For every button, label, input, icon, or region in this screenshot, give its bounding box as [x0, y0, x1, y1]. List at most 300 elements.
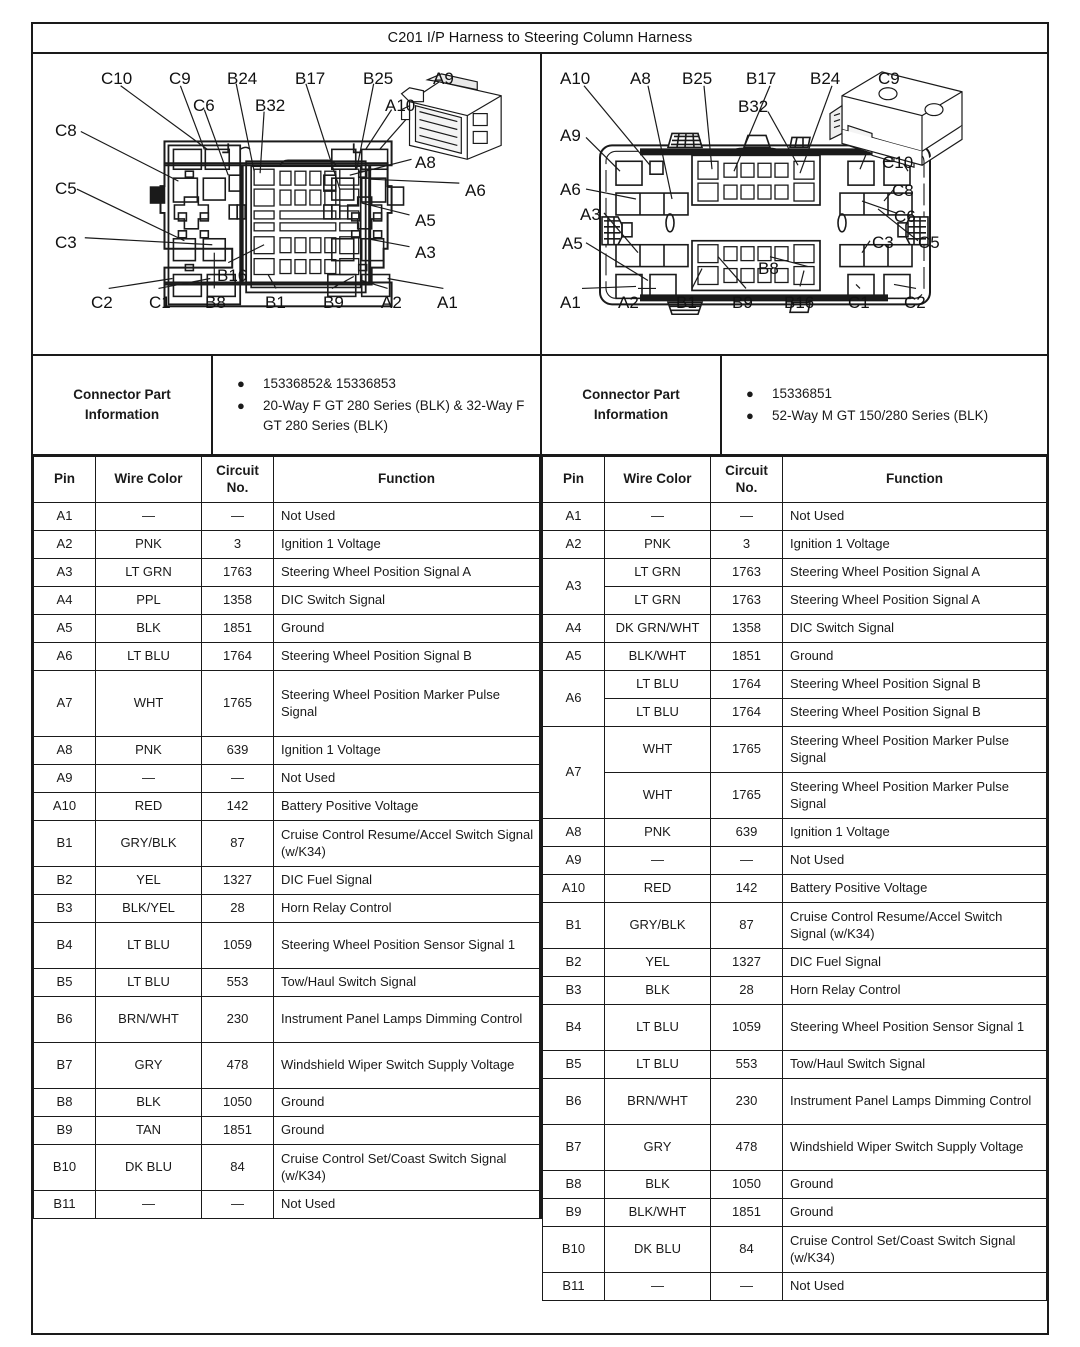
cell-function: Steering Wheel Position Marker Pulse Signal [783, 773, 1047, 819]
pin-callout-b16: B16 [784, 293, 815, 312]
cell-wire-color: RED [96, 793, 202, 821]
cell-function: Not Used [274, 1191, 540, 1219]
cell-circuit-no: 1059 [202, 923, 274, 969]
cell-function: Battery Positive Voltage [274, 793, 540, 821]
cell-circuit-no: 1765 [711, 773, 783, 819]
cell-circuit-no: 1358 [202, 587, 274, 615]
cell-function: Steering Wheel Position Signal A [783, 559, 1047, 587]
cell-pin: B4 [34, 923, 96, 969]
pin-callout-b9: B9 [732, 293, 753, 312]
table-row [34, 531, 540, 559]
cell-circuit-no: 1765 [202, 671, 274, 737]
cell-pin: B8 [543, 1171, 605, 1199]
cell-circuit-no: 639 [202, 737, 274, 765]
table-row [34, 615, 540, 643]
table-row [543, 875, 1047, 903]
pin-callout-c9: C9 [878, 69, 900, 88]
pin-callout-b1: B1 [676, 293, 697, 312]
cell-wire-color: DK BLU [605, 1227, 711, 1273]
cell-wire-color: PNK [96, 531, 202, 559]
pin-table-left [33, 456, 540, 1219]
cell-pin: B10 [34, 1145, 96, 1191]
cell-function: Steering Wheel Position Signal B [274, 643, 540, 671]
cell-wire-color: PNK [605, 531, 711, 559]
cell-function: Steering Wheel Position Marker Pulse Signal [274, 671, 540, 737]
pin-callout-b9: B9 [323, 293, 344, 312]
cell-function: DIC Fuel Signal [783, 949, 1047, 977]
cell-function: Ground [783, 643, 1047, 671]
cell-function: Instrument Panel Lamps Dimming Control [274, 997, 540, 1043]
cpi-right-bullet-1: ● 15336851 [738, 384, 1039, 404]
cell-function: Cruise Control Resume/Accel Switch Signal (w/K34) [783, 903, 1047, 949]
cell-circuit-no: 1764 [711, 699, 783, 727]
cell-circuit-no: 230 [711, 1079, 783, 1125]
col-header-wire-color: Wire Color [96, 457, 202, 503]
connector-part-information-row [33, 356, 1047, 456]
pin-callout-a9: A9 [560, 126, 581, 145]
pin-table-right [542, 456, 1047, 1301]
cell-wire-color: PNK [605, 819, 711, 847]
cell-circuit-no: — [711, 847, 783, 875]
cell-function: Horn Relay Control [783, 977, 1047, 1005]
cell-pin: B7 [34, 1043, 96, 1089]
cell-pin: A1 [34, 503, 96, 531]
cell-circuit-no: 478 [711, 1125, 783, 1171]
cell-wire-color: BLK [605, 977, 711, 1005]
cell-pin: A3 [543, 559, 605, 615]
cell-pin: B9 [543, 1199, 605, 1227]
cell-circuit-no: 1763 [711, 559, 783, 587]
cell-function: Steering Wheel Position Sensor Signal 1 [783, 1005, 1047, 1051]
bullet-icon: ● [746, 408, 754, 423]
cell-function: DIC Fuel Signal [274, 867, 540, 895]
table-row [34, 821, 540, 867]
table-row [543, 1125, 1047, 1171]
cell-wire-color: — [96, 1191, 202, 1219]
cell-pin: B10 [543, 1227, 605, 1273]
pin-callout-a1: A1 [560, 293, 581, 312]
cell-function: Not Used [783, 503, 1047, 531]
cpi-left-list [213, 356, 540, 454]
cell-function: Horn Relay Control [274, 895, 540, 923]
cell-pin: B8 [34, 1089, 96, 1117]
pin-callout-a8: A8 [630, 69, 651, 88]
cell-wire-color: GRY [605, 1125, 711, 1171]
cell-function: Cruise Control Set/Coast Switch Signal (w/K34) [274, 1145, 540, 1191]
table-row [34, 969, 540, 997]
cell-function: Ignition 1 Voltage [274, 531, 540, 559]
table-row [34, 923, 540, 969]
table-row [543, 615, 1047, 643]
cell-function: Steering Wheel Position Sensor Signal 1 [274, 923, 540, 969]
cell-circuit-no: 28 [711, 977, 783, 1005]
cell-wire-color: BLK/YEL [96, 895, 202, 923]
pin-callout-c9: C9 [169, 69, 191, 88]
table-row [543, 819, 1047, 847]
cell-pin: A10 [543, 875, 605, 903]
pin-callout-a6: A6 [465, 181, 486, 200]
table-row [543, 587, 1047, 615]
cell-function: Ground [274, 1089, 540, 1117]
bullet-icon: ● [237, 375, 245, 391]
cell-wire-color: TAN [96, 1117, 202, 1145]
cell-pin: B6 [543, 1079, 605, 1125]
cell-function: Ground [783, 1199, 1047, 1227]
table-row [543, 643, 1047, 671]
table-row [34, 737, 540, 765]
cell-function: Steering Wheel Position Signal A [783, 587, 1047, 615]
pin-callout-a3: A3 [415, 243, 436, 262]
cell-wire-color: — [96, 503, 202, 531]
cell-circuit-no: 1763 [711, 587, 783, 615]
cell-function: Not Used [274, 765, 540, 793]
cell-wire-color: LT BLU [96, 643, 202, 671]
col-header-circuit-no: Circuit No. [711, 457, 783, 503]
table-row [543, 559, 1047, 587]
cell-pin: A5 [34, 615, 96, 643]
col-header-circuit-no: Circuit No. [202, 457, 274, 503]
pin-callout-c8: C8 [55, 121, 77, 140]
cell-circuit-no: 1765 [711, 727, 783, 773]
table-row [34, 587, 540, 615]
table-row [34, 765, 540, 793]
cell-circuit-no: 1050 [202, 1089, 274, 1117]
table-row [543, 1199, 1047, 1227]
pin-callout-b24: B24 [227, 69, 258, 88]
cell-wire-color: — [605, 503, 711, 531]
cell-circuit-no: 142 [202, 793, 274, 821]
pin-callout-b25: B25 [363, 69, 394, 88]
cell-wire-color: LT GRN [605, 587, 711, 615]
cell-pin: A5 [543, 643, 605, 671]
cell-wire-color: LT BLU [96, 969, 202, 997]
cell-function: Ignition 1 Voltage [274, 737, 540, 765]
cell-wire-color: LT BLU [605, 1005, 711, 1051]
cell-pin: B5 [34, 969, 96, 997]
cell-pin: A6 [543, 671, 605, 727]
cell-function: Windshield Wiper Switch Supply Voltage [274, 1043, 540, 1089]
table-row [543, 671, 1047, 699]
cell-wire-color: LT BLU [96, 923, 202, 969]
cell-circuit-no: 3 [202, 531, 274, 559]
cpi-left-label: Connector Part Information [33, 356, 213, 454]
cell-pin: A10 [34, 793, 96, 821]
cell-pin: B2 [34, 867, 96, 895]
cell-pin: B11 [543, 1273, 605, 1301]
table-row [543, 1051, 1047, 1079]
cell-function: Ground [274, 615, 540, 643]
table-row [34, 895, 540, 923]
pin-callout-c2: C2 [904, 293, 926, 312]
cell-pin: B9 [34, 1117, 96, 1145]
cell-wire-color: YEL [605, 949, 711, 977]
table-row [543, 1171, 1047, 1199]
table-row [543, 503, 1047, 531]
table-row [34, 503, 540, 531]
cell-wire-color: PNK [96, 737, 202, 765]
page-title: C201 I/P Harness to Steering Column Harness [387, 30, 693, 46]
cell-wire-color: BLK/WHT [605, 643, 711, 671]
cell-wire-color: BLK/WHT [605, 1199, 711, 1227]
cell-circuit-no: 230 [202, 997, 274, 1043]
cell-function: Not Used [274, 503, 540, 531]
pin-callout-c1: C1 [149, 293, 171, 312]
cell-pin: B7 [543, 1125, 605, 1171]
cell-wire-color: DK GRN/WHT [605, 615, 711, 643]
cell-wire-color: LT BLU [605, 1051, 711, 1079]
cell-circuit-no: 1764 [711, 671, 783, 699]
col-header-function: Function [274, 457, 540, 503]
right-connector-diagram [542, 54, 1047, 354]
table-row [34, 793, 540, 821]
cpi-right-list [722, 356, 1047, 454]
cell-pin: A3 [34, 559, 96, 587]
pin-callout-b25: B25 [682, 69, 713, 88]
cell-wire-color: LT BLU [605, 671, 711, 699]
pin-callout-b16: B16 [217, 266, 248, 285]
pin-table-right-wrap [542, 456, 1047, 1301]
table-row [34, 671, 540, 737]
table-row [34, 1043, 540, 1089]
cell-pin: A4 [34, 587, 96, 615]
cell-wire-color: PPL [96, 587, 202, 615]
left-connector-diagram [33, 54, 542, 354]
pin-callout-a2: A2 [381, 293, 402, 312]
table-row [543, 1227, 1047, 1273]
cell-circuit-no: 553 [202, 969, 274, 997]
cell-wire-color: BRN/WHT [96, 997, 202, 1043]
cell-circuit-no: 553 [711, 1051, 783, 1079]
cell-pin: B5 [543, 1051, 605, 1079]
cell-pin: A4 [543, 615, 605, 643]
cell-wire-color: GRY/BLK [605, 903, 711, 949]
pin-callout-b8: B8 [205, 293, 226, 312]
table-row [34, 1191, 540, 1219]
cell-function: Steering Wheel Position Signal B [783, 699, 1047, 727]
pin-callout-a6: A6 [560, 180, 581, 199]
cell-circuit-no: 1851 [711, 1199, 783, 1227]
cell-circuit-no: 1763 [202, 559, 274, 587]
cell-pin: A7 [34, 671, 96, 737]
table-header-row [543, 457, 1047, 503]
cell-function: DIC Switch Signal [274, 587, 540, 615]
cell-wire-color: WHT [605, 727, 711, 773]
cell-pin: B1 [543, 903, 605, 949]
col-header-pin: Pin [34, 457, 96, 503]
cell-wire-color: GRY [96, 1043, 202, 1089]
cell-pin: B3 [543, 977, 605, 1005]
cell-function: Steering Wheel Position Signal B [783, 671, 1047, 699]
pin-callout-c3: C3 [872, 233, 894, 252]
cell-function: Not Used [783, 847, 1047, 875]
cell-function: Steering Wheel Position Marker Pulse Signal [783, 727, 1047, 773]
table-row [543, 847, 1047, 875]
cell-function: Cruise Control Resume/Accel Switch Signal (w/K34) [274, 821, 540, 867]
pin-callout-a3: A3 [580, 205, 601, 224]
cell-circuit-no: — [202, 503, 274, 531]
cell-function: Instrument Panel Lamps Dimming Control [783, 1079, 1047, 1125]
table-row [543, 531, 1047, 559]
pin-callout-b1: B1 [265, 293, 286, 312]
pin-callout-c1: C1 [848, 293, 870, 312]
cpi-left-bullet-1: ● 15336852& 15336853 [229, 374, 532, 394]
cell-wire-color: RED [605, 875, 711, 903]
cell-pin: A9 [543, 847, 605, 875]
pin-callout-b17: B17 [295, 69, 326, 88]
cell-function: DIC Switch Signal [783, 615, 1047, 643]
cell-pin: A2 [34, 531, 96, 559]
pin-tables-row [33, 456, 1047, 1301]
cell-circuit-no: 639 [711, 819, 783, 847]
table-row [34, 643, 540, 671]
cell-wire-color: — [605, 1273, 711, 1301]
pin-callout-b17: B17 [746, 69, 777, 88]
cell-function: Tow/Haul Switch Signal [783, 1051, 1047, 1079]
table-row [34, 1117, 540, 1145]
cell-wire-color: WHT [605, 773, 711, 819]
table-row [34, 997, 540, 1043]
col-header-pin: Pin [543, 457, 605, 503]
pin-callout-c6: C6 [193, 96, 215, 115]
bullet-icon: ● [746, 385, 754, 401]
cell-pin: B1 [34, 821, 96, 867]
pin-callout-b8: B8 [758, 259, 779, 278]
cell-circuit-no: 28 [202, 895, 274, 923]
cell-wire-color: LT GRN [605, 559, 711, 587]
pin-callout-a1: A1 [437, 293, 458, 312]
pin-callout-c10: C10 [101, 69, 133, 88]
cpi-left [33, 356, 542, 454]
pin-callout-c8: C8 [892, 181, 914, 200]
bullet-icon: ● [237, 397, 245, 413]
cell-pin: A9 [34, 765, 96, 793]
document-title-bar [33, 24, 1047, 54]
pin-callout-a8: A8 [415, 153, 436, 172]
pin-callout-a5: A5 [415, 211, 436, 230]
cpi-right-bullet-2: ● 52-Way M GT 150/280 Series (BLK) [738, 406, 1039, 426]
pin-callout-c6: C6 [894, 207, 916, 226]
cell-wire-color: BRN/WHT [605, 1079, 711, 1125]
pin-table-left-body [34, 503, 540, 1219]
cell-circuit-no: 84 [711, 1227, 783, 1273]
cell-pin: B2 [543, 949, 605, 977]
pin-table-right-body [543, 503, 1047, 1301]
cell-pin: A8 [34, 737, 96, 765]
pin-callout-b32: B32 [255, 96, 286, 115]
pin-callout-c2: C2 [91, 293, 113, 312]
cell-wire-color: WHT [96, 671, 202, 737]
table-row [34, 1089, 540, 1117]
cell-function: Steering Wheel Position Signal A [274, 559, 540, 587]
cell-wire-color: DK BLU [96, 1145, 202, 1191]
col-header-function: Function [783, 457, 1047, 503]
cell-circuit-no: 3 [711, 531, 783, 559]
cell-wire-color: LT GRN [96, 559, 202, 587]
cell-circuit-no: 1851 [202, 1117, 274, 1145]
cell-pin: A2 [543, 531, 605, 559]
pin-callout-b32: B32 [738, 97, 769, 116]
table-row [543, 773, 1047, 819]
pin-callout-a9: A9 [433, 69, 454, 88]
cell-function: Ground [274, 1117, 540, 1145]
cell-circuit-no: 1050 [711, 1171, 783, 1199]
col-header-wire-color: Wire Color [605, 457, 711, 503]
cell-wire-color: — [96, 765, 202, 793]
cell-pin: A1 [543, 503, 605, 531]
pin-callout-c10: C10 [882, 153, 914, 172]
cell-function: Ignition 1 Voltage [783, 819, 1047, 847]
table-header-row [34, 457, 540, 503]
table-row [543, 903, 1047, 949]
pin-table-left-wrap [33, 456, 542, 1219]
pin-callout-c5: C5 [55, 179, 77, 198]
cell-circuit-no: 1851 [711, 643, 783, 671]
cell-wire-color: — [605, 847, 711, 875]
cpi-left-bullet-2: ● 20-Way F GT 280 Series (BLK) & 32-Way F GT 280 Series (BLK) [229, 396, 532, 437]
cell-pin: A8 [543, 819, 605, 847]
cell-circuit-no: 1327 [202, 867, 274, 895]
cell-wire-color: GRY/BLK [96, 821, 202, 867]
cell-function: Not Used [783, 1273, 1047, 1301]
cell-circuit-no: 87 [711, 903, 783, 949]
cell-circuit-no: — [711, 503, 783, 531]
pin-callout-a10: A10 [385, 96, 416, 115]
pin-callout-a5: A5 [562, 234, 583, 253]
cpi-right-label: Connector Part Information [542, 356, 722, 454]
cell-circuit-no: 1327 [711, 949, 783, 977]
document-page [31, 22, 1049, 1335]
cell-circuit-no: 1059 [711, 1005, 783, 1051]
table-row [543, 1273, 1047, 1301]
cell-circuit-no: 1358 [711, 615, 783, 643]
cell-pin: A7 [543, 727, 605, 819]
cell-wire-color: YEL [96, 867, 202, 895]
connector-diagrams-row [33, 54, 1047, 356]
cell-circuit-no: 1851 [202, 615, 274, 643]
cell-wire-color: LT BLU [605, 699, 711, 727]
cell-circuit-no: 142 [711, 875, 783, 903]
cell-wire-color: BLK [96, 615, 202, 643]
cell-function: Cruise Control Set/Coast Switch Signal (w/K34) [783, 1227, 1047, 1273]
cell-function: Ignition 1 Voltage [783, 531, 1047, 559]
cell-circuit-no: 1764 [202, 643, 274, 671]
cell-wire-color: BLK [96, 1089, 202, 1117]
table-row [34, 1145, 540, 1191]
cell-pin: B3 [34, 895, 96, 923]
table-row [34, 559, 540, 587]
cell-circuit-no: — [202, 1191, 274, 1219]
pin-callout-a10: A10 [560, 69, 591, 88]
pin-callout-c5: C5 [918, 233, 940, 252]
cell-function: Battery Positive Voltage [783, 875, 1047, 903]
cell-function: Windshield Wiper Switch Supply Voltage [783, 1125, 1047, 1171]
table-row [34, 867, 540, 895]
cell-pin: B6 [34, 997, 96, 1043]
table-row [543, 977, 1047, 1005]
cell-function: Tow/Haul Switch Signal [274, 969, 540, 997]
cell-circuit-no: 478 [202, 1043, 274, 1089]
cell-wire-color: BLK [605, 1171, 711, 1199]
cpi-right [542, 356, 1047, 454]
cell-circuit-no: 87 [202, 821, 274, 867]
table-row [543, 699, 1047, 727]
table-row [543, 727, 1047, 773]
pin-callout-a2: A2 [618, 293, 639, 312]
pin-callout-b24: B24 [810, 69, 841, 88]
cell-circuit-no: — [202, 765, 274, 793]
pin-callout-c3: C3 [55, 233, 77, 252]
cell-function: Ground [783, 1171, 1047, 1199]
